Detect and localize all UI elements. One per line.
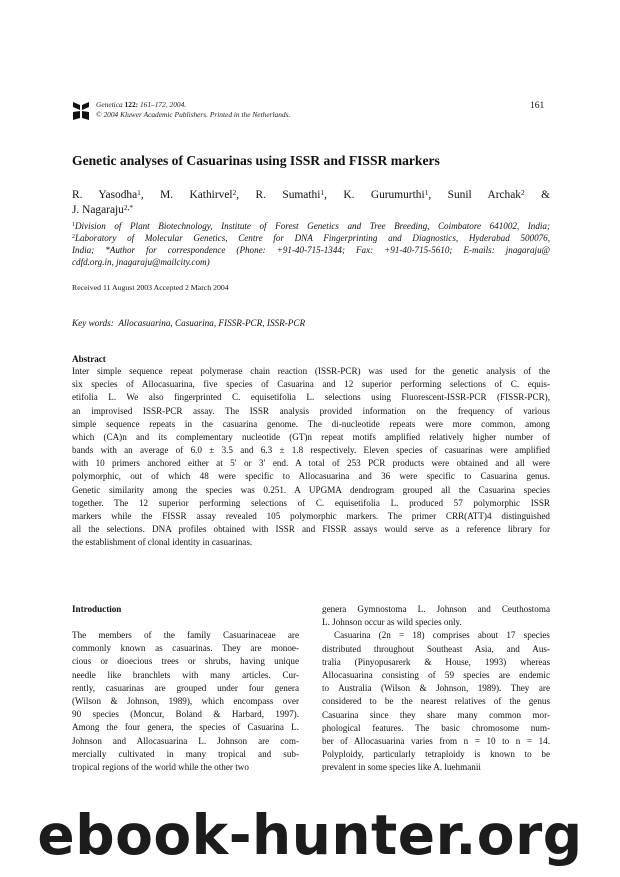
abstract-line: bands with an average of 6.0 ± 3.5 and 6.3 ± 1.8 respectively. Eleven species of casuarinas were amplified	[72, 445, 550, 456]
abstract-line: markers while the FISSR assay revealed 105 polymorphic markers. The primer CRR(ATT)4 distinguished	[72, 510, 550, 521]
abstract-line: the establishment of clonal identity in casuarinas.	[72, 537, 253, 548]
abstract-line: which (CA)n and its complementary nucleotide (GT)n repeat motifs amplified relatively higher number of	[72, 431, 550, 442]
intro-line: tralia (Pinyopusarerk & House, 1993) whereas	[322, 656, 550, 667]
intro-line: Polyploidy, particularly tetraploidy is known to be	[322, 749, 550, 760]
intro-line: genera Gymnostoma L. Johnson and Ceuthostoma	[322, 604, 550, 614]
abstract-line: etifolia L. We also fingerprinted C. equisetifolia L. selections using Fluorescent-ISSR-PCR (FISSR-PCR),	[72, 392, 550, 403]
abstract-line: Inter simple sequence repeat polymerase chain reaction (ISSR-PCR) was used for the genetic analysis of the	[72, 366, 550, 376]
copyright-line: © 2004 Kluwer Academic Publishers. Printed in the Netherlands.	[96, 110, 291, 119]
keywords	[72, 318, 305, 328]
journal-citation: Genetica 122: 161–172, 2004. © 2004 Kluwer Academic Publishers. Printed in the Netherlands.	[96, 100, 291, 119]
abstract-line: with 10 primers anchored either at 5′ or 3′ end. A total of 253 PCR products were obtained and all were	[72, 458, 550, 469]
intro-line: prevalent in some species like A. luehmanii	[322, 762, 481, 773]
abstract-line: simple sequence repeats in the casuarina genome. The di-nucleotide repeats were more common, among	[72, 418, 550, 429]
intro-line: Casuarina since they share many common mor-	[322, 709, 550, 720]
intro-line: commonly known as casuarinas. They are monoe-	[72, 643, 299, 654]
intro-line: Casuarina (2n = 18) comprises about 17 species	[334, 630, 550, 641]
publisher-logo-icon	[72, 101, 90, 121]
page-number: 161	[530, 101, 545, 111]
abstract-body	[72, 365, 550, 549]
intro-line: Allocasuarina consisting of 59 species are endemic	[322, 670, 550, 681]
author: Sunil Archak$^2$	[447, 187, 525, 201]
keywords-label: Key words:	[72, 318, 114, 328]
introduction-heading: Introduction	[72, 604, 122, 614]
intro-line: 90 species (Moncur, Boland & Harbard, 1997).	[72, 709, 299, 720]
affiliations	[72, 220, 550, 268]
author-last: J. Nagaraju$^{2,*}$	[72, 202, 134, 216]
intro-line: ber of Allocasuarina varies from n = 10 to n = 14.	[322, 736, 550, 747]
author: M. Kathirvel$^2$,	[160, 187, 240, 201]
intro-line: cious or dioecious trees or shrubs, having unique	[72, 656, 299, 667]
abstract-line: an improvised ISSR-PCR assay. The ISSR analysis provided information on the frequency of various	[72, 405, 550, 416]
abstract-line: Genetic similarity among the species was 0.251. A UPGMA dendrogram grouped all the Casuarina species	[72, 484, 550, 495]
introduction-column-left	[72, 629, 299, 774]
intro-line: to Australia (Wilson & Johnson, 1989). They are	[322, 683, 550, 694]
introduction-column-right	[322, 603, 550, 775]
author-ampersand: &	[541, 189, 550, 201]
intro-line: (Wilson & Johnson, 1989), which encompass over	[72, 696, 299, 707]
intro-line: tropical regions of the world while the other two	[72, 762, 249, 773]
author: R. Yasodha$^1$,	[72, 187, 144, 201]
intro-line: The members of the family Casuarinaceae are	[72, 630, 299, 640]
intro-line: considered to be the nearest relatives of the genus	[322, 696, 550, 707]
abstract-line: all the selections. DNA profiles obtained with ISSR and FISSR assays would serve as a reference library for	[72, 524, 550, 535]
affiliation-line: $^1$Division of Plant Biotechnology, Institute of Forest Genetics and Tree Breeding, Coimbatore 641002, India;	[72, 221, 550, 231]
intro-line: distributed throughout Southeast Asia, and Aus-	[322, 643, 550, 654]
affiliation-line: $^2$Laboratory of Molecular Genetics, Centre for DNA Fingerprinting and Diagnostics, Hyderabad 500076,	[72, 233, 550, 243]
keywords-list: Allocasuarina, Casuarina, FISSR-PCR, ISSR-PCR	[118, 318, 306, 328]
intro-line: Among the four genera, the species of Casuarina L.	[72, 722, 299, 733]
intro-line: mercially cultivated in many tropical and sub-	[72, 748, 299, 759]
abstract-line: together. The 12 superior performing selections of C. equisetifolia L. produced 57 polymorphic ISSR	[72, 497, 550, 508]
paper-title: Genetic analyses of Casuarinas using ISSR and FISSR markers	[72, 153, 440, 168]
intro-line: L. Johnson occur as wild species only.	[322, 617, 462, 628]
intro-line: rently, casuarinas are grouped under four genera	[72, 682, 299, 693]
intro-line: needle like branchlets with many articles. Cur-	[72, 669, 299, 680]
abstract-line: polymorphic, out of which 48 were specific to Allocasuarina and 36 were specific to Casuarina genus.	[72, 471, 550, 482]
correspondence-email: cdfd.org.in, jnagaraju@mailcity.com)	[72, 257, 210, 267]
author: R. Sumathi$^1$,	[255, 187, 327, 201]
intro-line: phological features. The basic chromosome num-	[322, 722, 550, 733]
abstract-heading: Abstract	[72, 354, 106, 364]
intro-line: Johnson and Allocasuarina L. Johnson are com-	[72, 735, 299, 746]
abstract-line: six species of Allocasuarina, five species of Casuarina and 12 superior performing selections of C. equis-	[72, 379, 550, 390]
correspondence-line: India; *Author for correspondence (Phone: +91-40-715-1344; Fax: +91-40-715-5610; E-mails: jnagaraju@	[72, 245, 550, 255]
watermark: ebook-hunter.org	[37, 803, 583, 867]
received-dates: Received 11 August 2003 Accepted 2 March 2004	[72, 283, 229, 292]
author-list	[72, 189, 550, 203]
author: K. Gurumurthi$^1$,	[343, 187, 432, 201]
